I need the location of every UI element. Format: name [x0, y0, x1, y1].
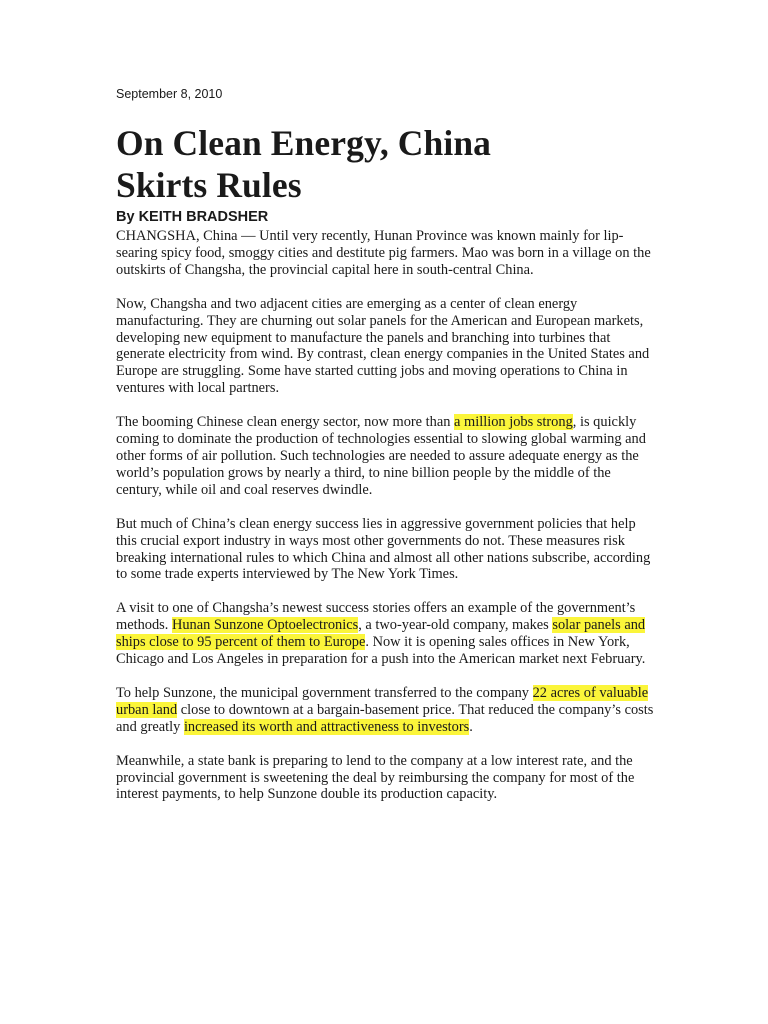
paragraph-6 — [116, 685, 656, 736]
paragraph-5-text-a: A visit to one of Changsha’s newest success stories offers an example of the government’s methods. — [116, 600, 636, 634]
highlight-million-jobs: a million jobs strong — [454, 414, 573, 431]
highlight-worth-investors: increased its worth and attractiveness to investors — [183, 718, 470, 735]
highlight-urban-land: 22 acres of valuable urban land — [116, 684, 649, 718]
article-date: September 8, 2010 — [116, 87, 223, 101]
paragraph-3 — [116, 414, 656, 499]
highlight-hunan-sunzone: Hunan Sunzone Optoelectronics — [171, 617, 359, 634]
paragraph-1: CHANGSHA, China — Until very recently, Hunan Province was known mainly for lip-searing spicy food, smoggy cities and destitute pig farmers. Mao was born in a village on the outskirts of Changsha, the provincial capital here in south-central China. — [116, 228, 651, 278]
article-title-line-1: On Clean Energy, China — [116, 123, 492, 163]
paragraph-5 — [116, 600, 656, 668]
article-page — [116, 86, 656, 820]
paragraph-6-text-b: close to downtown at a bargain-basement price. That reduced the company’s costs and greatly — [116, 701, 654, 735]
highlight-solar-panels-europe: solar panels and ships close to 95 percent of them to Europe — [116, 617, 646, 651]
article-title — [116, 122, 656, 206]
paragraph-6-text-a: To help Sunzone, the municipal government transferred to the company — [116, 684, 533, 701]
article-body — [116, 228, 656, 803]
paragraph-4: But much of China’s clean energy success lies in aggressive government policies that help this crucial export industry in ways most other governments do not. These measures risk breaking international rules to which China and almost all other nations subscribe, according to some trade experts interviewed by The New York Times. — [116, 515, 651, 583]
paragraph-3-text-a: The booming Chinese clean energy sector, now more than — [116, 414, 455, 431]
paragraph-7: Meanwhile, a state bank is preparing to lend to the company at a low interest rate, and the provincial government is sweetening the deal by reimbursing the company for most of the interest payments, to help Sunzone double its production capacity. — [116, 752, 635, 803]
paragraph-2: Now, Changsha and two adjacent cities are emerging as a center of clean energy manufacturing. They are churning out solar panels for the American and European markets, developing new equipment to manufacture the panels and branching into turbines that generate electricity from wind. By contrast, clean energy companies in the United States and Europe are struggling. Some have started cutting jobs and moving operations to China in ventures with local partners. — [116, 295, 650, 397]
paragraph-5-text-c: . Now it is opening sales offices in New York, Chicago and Los Angeles in preparation for a push into the American market next February. — [116, 634, 646, 668]
paragraph-5-text-b: , a two-year-old company, makes — [358, 617, 553, 634]
article-title-line-2: Skirts Rules — [116, 165, 302, 205]
paragraph-6-text-c: . — [469, 718, 473, 735]
paragraph-3-text-b: , is quickly coming to dominate the production of technologies essential to slowing global warming and other forms of air pollution. Such technologies are needed to assure adequate energy as the world’s population grows by nearly a third, to nine billion people by the middle of the century, while oil and coal reserves dwindle. — [116, 414, 646, 498]
article-byline: By KEITH BRADSHER — [116, 209, 269, 225]
